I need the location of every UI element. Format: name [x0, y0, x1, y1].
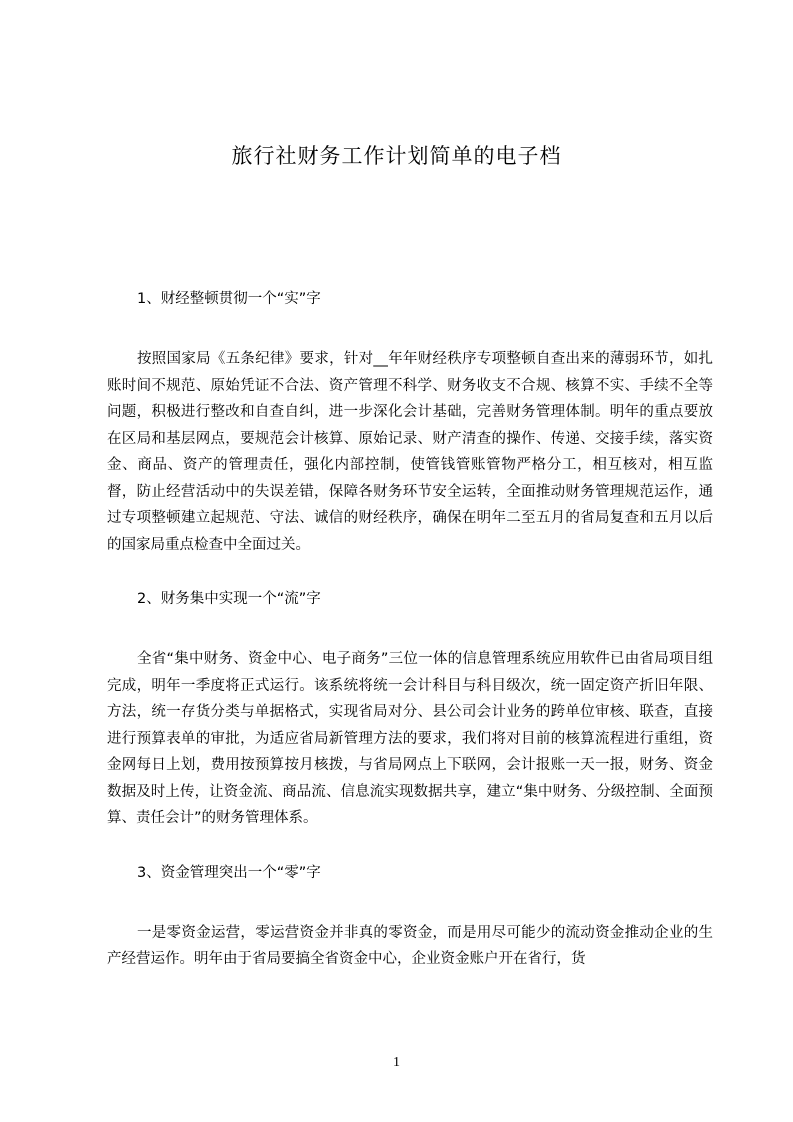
section-1-heading: 1、财经整顿贯彻一个“实”字 — [137, 291, 321, 307]
section-3-heading: 3、资金管理突出一个“零”字 — [137, 864, 321, 881]
document-body — [107, 290, 713, 1005]
section-1-paragraph: 按照国家局《五条纪律》要求，针对__年年财经秩序专项整顿自查出来的薄弱环节，如扎账时间不规范、原始凭证不合法、资产管理不科学、财务收支不合规、核算不实、手续不全等问题，积极进行整改和自查自纠，进一步深化会计基础，完善财务管理体制。明年的重点要放在区局和基层网点，要规范会计核算、原始记录、财产清查的操作、传递、交接手续，落实资金、商品、资产的管理责任，强化内部控制，使管钱管账管物严格分工，相互核对，相互监督，防止经营活动中的失误差错，保障各财务环节安全运转，全面推动财务管理规范运作，通过专项整顿建立起规范、守法、诚信的财经秩序，确保在明年二至五月的省局复查和五月以后的国家局重点检查中全面过关。 — [107, 351, 713, 553]
document-title: 旅行社财务工作计划简单的电子档 — [231, 144, 562, 168]
page-number: 1 — [393, 1055, 400, 1070]
section-2-paragraph: 全省“集中财务、资金中心、电子商务”三位一体的信息管理系统应用软件已由省局项目组完成，明年一季度将正式运行。该系统将统一会计科目与科目级次，统一固定资产折旧年限、方法，统一存货分类与单据格式，实现省局对分、县公司会计业务的跨单位审核、联查，直接进行预算表单的审批，为适应省局新管理方法的要求，我们将对目前的核算流程进行重组，资金网每日上划，费用按预算按月核拨，与省局网点上下联网，会计报账一天一报，财务、资金数据及时上传，让资金流、商品流、信息流实现数据共享，建立“集中财务、分级控制、全面预算、责任会计”的财务管理体系。 — [107, 651, 713, 826]
section-2-heading: 2、财务集中实现一个“流”字 — [137, 591, 321, 607]
section-3-paragraph: 一是零资金运营，零运营资金并非真的零资金，而是用尽可能少的流动资金推动企业的生产经营运作。明年由于省局要搞全省资金中心，企业资金账户开在省行，货 — [107, 924, 713, 967]
